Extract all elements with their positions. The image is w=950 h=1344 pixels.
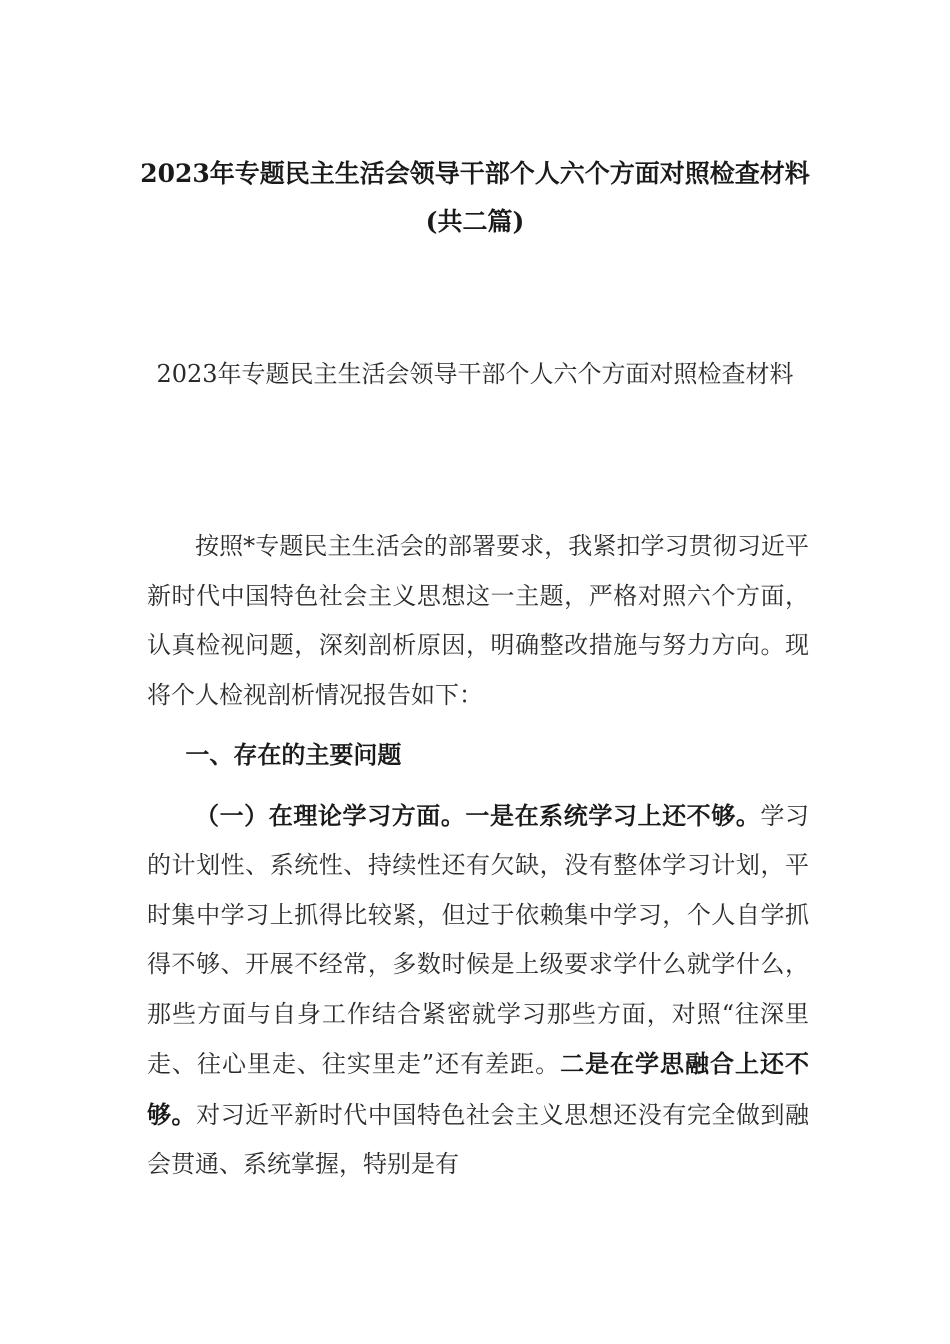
point-two-text: 对习近平新时代中国特色社会主义思想还没有完全做到融会贯通、系统掌握，特别是有 — [147, 1100, 809, 1178]
subsection-text: 学习的计划性、系统性、持续性还有欠缺，没有整体学习计划，平时集中学习上抓得比较紧，但过于依赖集中学习，个人自学抓得不够、开展不经常，多数时候是上级要求学什么就学什么，那些方面与自身工作结合紧密就学习那些方面，对照“往深里走、往心里走、往实里走”还有差距。 — [147, 801, 810, 1078]
document-body — [147, 522, 809, 1190]
point-two-lead: 二是在学思融合上还不够。 — [147, 1049, 809, 1129]
subsection-lead: （一）在理论学习方面。一是在系统学习上还不够。 — [195, 800, 761, 830]
intro-paragraph: 按照*专题民主生活会的部署要求，我紧扣学习贯彻习近平新时代中国特色社会主义思想这一主题，严格对照六个方面，认真检视问题，深刻剖析原因，明确整改措施与努力方向。现将个人检视剖析情况报告如下： — [147, 532, 809, 709]
theory-study-paragraph — [147, 791, 809, 1190]
section-heading: 一、存在的主要问题 — [185, 740, 402, 769]
document-main-title: 2023年专题民主生活会领导干部个人六个方面对照检查材料(共二篇) — [140, 159, 810, 236]
document-sub-title: 2023年专题民主生活会领导干部个人六个方面对照检查材料 — [156, 360, 794, 388]
